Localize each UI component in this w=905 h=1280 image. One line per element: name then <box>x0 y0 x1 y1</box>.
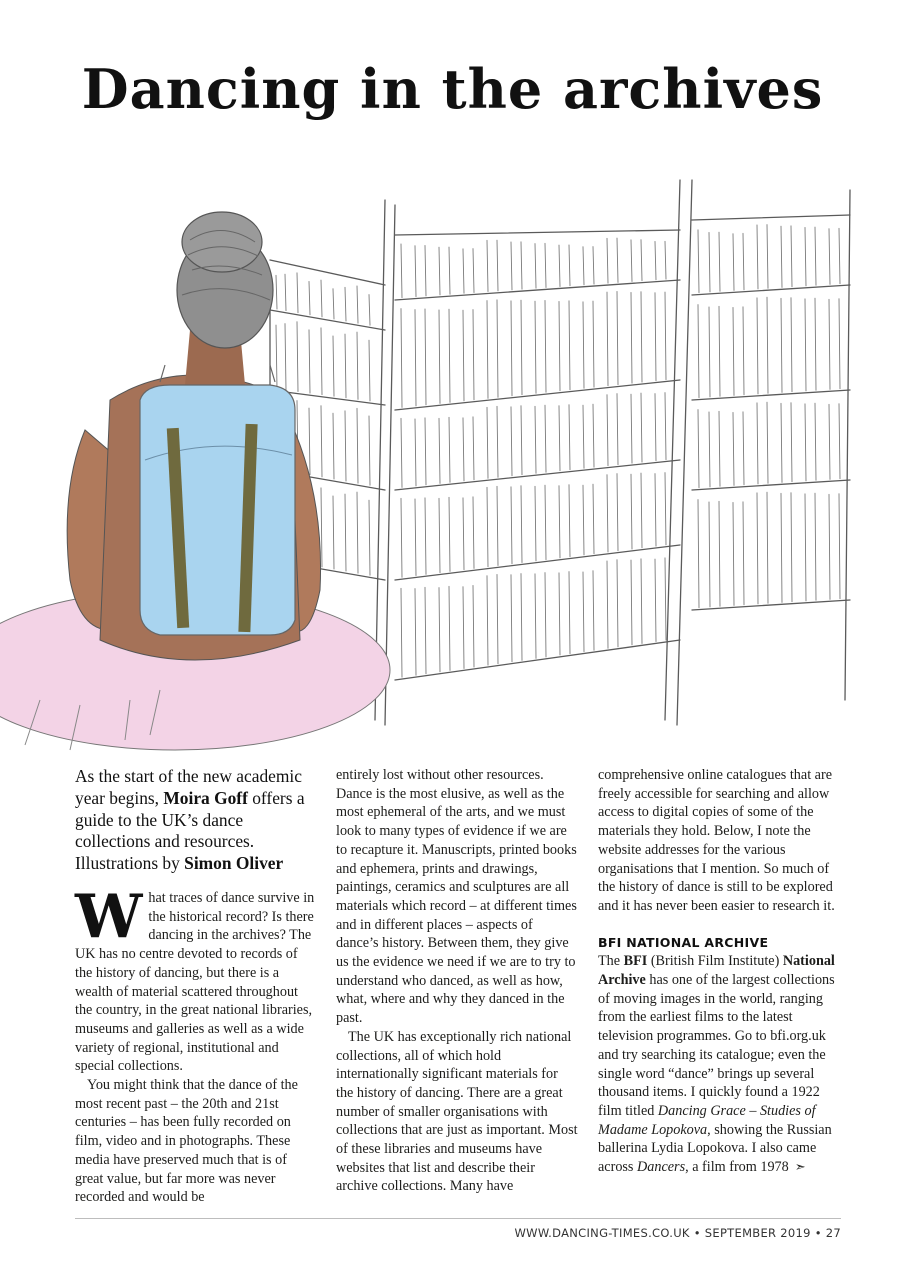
shelf-line <box>665 292 666 380</box>
shelf-line <box>839 404 840 479</box>
shelf-line <box>593 404 594 467</box>
shelf-line <box>415 246 416 297</box>
shelf-line <box>497 406 498 477</box>
shelf-line <box>815 227 816 285</box>
footer-separator: • <box>810 1226 826 1240</box>
hair-bun <box>182 212 262 272</box>
shelf-line <box>385 205 395 725</box>
film-title-1: Dancing Grace – Studies of Madame Lopokova <box>598 1102 816 1138</box>
shelf-line <box>321 406 322 477</box>
standfirst-lead: As the start of the new academic year begins, <box>75 766 302 808</box>
shelf-line <box>692 285 850 295</box>
shelf-line <box>285 324 286 390</box>
shelf-line <box>583 572 584 652</box>
shelf-line <box>463 498 464 570</box>
paragraph-1-text: hat traces of dance survive in the historical record? Is there dancing in the archives? The UK has no centre devoted to records of the history of dancing, but there is a wealth of material scattered throughout the country, in the great national libraries, museums and galleries as well as a wide variety of regional, institutional and special collections. <box>75 889 315 1075</box>
shelf-line <box>395 380 680 410</box>
shelf-line <box>401 498 402 577</box>
shelf-line <box>607 238 608 283</box>
paragraph-6 <box>598 952 840 1177</box>
shelf-line <box>369 340 370 401</box>
shelf-line <box>698 305 699 398</box>
shelf-line <box>345 334 346 398</box>
shelf-line <box>743 307 744 395</box>
shelf-line <box>631 560 632 645</box>
shelf-line <box>791 403 792 482</box>
shelf-line <box>665 393 666 460</box>
shelf-line <box>607 395 608 466</box>
column-2 <box>336 766 578 1196</box>
shelf-line <box>559 406 560 471</box>
paragraph-5: comprehensive online catalogues that are freely accessible for searching and allow access to digital copies of some of the materials they hold. Below, I note the website addresses for the various organisations that I mention. So much of the history of dance is still to be explored and it has never been easier to research it. <box>598 767 835 914</box>
shelf-line <box>285 274 286 310</box>
shelf-line <box>425 309 426 405</box>
shelf-line <box>665 558 666 640</box>
shelf-line <box>617 291 618 384</box>
shelf-line <box>593 301 594 387</box>
standfirst-mid: offers a guide to the UK’s dance collections and resources. Illustrations by <box>75 787 305 874</box>
shelf-line <box>425 587 426 673</box>
shelf-line <box>709 502 710 607</box>
shelf-line <box>757 298 758 394</box>
shelf-line <box>449 247 450 294</box>
shelf-line <box>487 240 488 291</box>
shelf-line <box>655 394 656 461</box>
shelf-line <box>641 240 642 281</box>
column-1 <box>75 766 317 1207</box>
shelf-line <box>321 488 322 567</box>
shelf-line <box>593 247 594 285</box>
shelf-line <box>535 486 536 561</box>
shelf-line <box>665 241 666 279</box>
shelf-line <box>829 494 830 599</box>
shelf-line <box>829 404 830 479</box>
page-footer <box>514 1226 841 1240</box>
shelf-line <box>276 325 277 389</box>
shelf-line <box>545 573 546 657</box>
shelf-line <box>733 412 734 485</box>
footer-site: WWW.DANCING-TIMES.CO.UK <box>514 1226 690 1240</box>
shelf-line <box>665 473 666 545</box>
shelf-line <box>617 560 618 647</box>
p6-text-a: The <box>598 953 624 970</box>
shelf-line <box>439 498 440 572</box>
shelf-line <box>743 412 744 485</box>
shelf-line <box>297 273 298 313</box>
shelf-line <box>709 232 710 291</box>
footer-issue: SEPTEMBER 2019 <box>704 1226 811 1240</box>
shelf-line <box>815 298 816 390</box>
shelf-line <box>791 226 792 287</box>
shelf-line <box>757 403 758 484</box>
shelf-line <box>521 486 522 563</box>
shelf-line <box>321 280 322 317</box>
shelf-line <box>321 328 322 395</box>
shelf-line <box>395 230 680 235</box>
standfirst <box>75 766 317 875</box>
shelf-line <box>655 293 656 381</box>
shelf-line <box>815 403 816 480</box>
shelf-line <box>535 244 536 289</box>
shelf-line <box>439 418 440 483</box>
shelf-line <box>791 493 792 602</box>
p6-text-d: , showing the Russian ballerina Lydia Lopokova. I also came across <box>598 1121 832 1176</box>
shelf-line <box>631 394 632 463</box>
shelf-line <box>511 487 512 564</box>
shelf-line <box>511 242 512 290</box>
shelf-line <box>719 232 720 291</box>
shelf-line <box>357 408 358 483</box>
shelf-line <box>569 301 570 390</box>
bfi-bold: BFI <box>623 953 648 970</box>
shelf-line <box>698 500 699 608</box>
shelf-line <box>607 292 608 386</box>
shelf-line <box>309 408 310 475</box>
shelf-line <box>449 309 450 402</box>
shelf-line <box>617 474 618 551</box>
footer-rule <box>75 1218 841 1219</box>
shelf-line <box>839 494 840 599</box>
shelf-line <box>535 301 536 393</box>
shelf-line <box>487 576 488 665</box>
shelf-line <box>425 418 426 485</box>
paragraph-3: entirely lost without other resources. Dance is the most elusive, as well as the most ephemeral of the arts, and we must look to many types of evidence if we are to recapture it. Manuscripts, printed books and ephemera, prints and drawings, paintings, ceramics and sculptures are all materials which record – at different times and in different places – aspects of dance’s history. Between them, they give us the evidence we need if we are to try to understand who danced, as well as how, what, where and why they danced in the past. <box>336 767 577 1027</box>
shelf-line <box>655 474 656 546</box>
shelf-line <box>607 561 608 648</box>
illustrator-name: Simon Oliver <box>184 853 284 874</box>
shelf-line <box>439 247 440 295</box>
shelf-line <box>369 416 370 485</box>
shelf-line <box>439 310 440 403</box>
shelf-line <box>357 332 358 399</box>
shelf-line <box>805 299 806 391</box>
shelf-line <box>401 244 402 298</box>
shelf-line <box>767 225 768 289</box>
shelf-line <box>401 588 402 677</box>
shelf-line <box>757 225 758 289</box>
shelf-line <box>583 405 584 468</box>
shelf-line <box>425 498 426 574</box>
shelf-line <box>719 411 720 486</box>
shelf-line <box>839 228 840 283</box>
author-name: Moira Goff <box>163 787 248 808</box>
shelf-line <box>345 494 346 571</box>
shelf-line <box>439 588 440 672</box>
shelf-line <box>497 300 498 397</box>
shelf-line <box>535 574 536 659</box>
film-title-2: Dancers <box>637 1159 686 1176</box>
shelf-line <box>545 243 546 287</box>
shelf-line <box>709 412 710 487</box>
shelf-line <box>593 571 594 651</box>
shelf-line <box>655 241 656 279</box>
shelf-line <box>497 486 498 565</box>
shelf-line <box>559 245 560 286</box>
shelf-line <box>815 493 816 600</box>
shelf-line <box>333 336 334 396</box>
shelf-line <box>309 330 310 393</box>
shelf-line <box>641 559 642 644</box>
shelf-line <box>395 280 680 300</box>
shelf-line <box>781 403 782 482</box>
shelf-line <box>449 497 450 571</box>
page-number: 27 <box>825 1226 841 1240</box>
shelf-line <box>839 299 840 389</box>
shelf-line <box>583 485 584 555</box>
shelf-line <box>641 292 642 382</box>
section-heading: BFI NATIONAL ARCHIVE <box>598 934 769 950</box>
paragraph-4: The UK has exceptionally rich national collections, all of which hold internationally significant materials for the history of dancing. There are a great number of smaller organisations with collections that are just as important. Most of these libraries and museums have websites that list and describe their archive collections. Many have <box>336 1028 578 1195</box>
shelf-line <box>709 307 710 397</box>
shelf-line <box>631 474 632 549</box>
shelf-line <box>767 492 768 603</box>
shelf-line <box>535 406 536 473</box>
shelf-line <box>791 298 792 392</box>
shelf-line <box>497 240 498 291</box>
shelf-line <box>655 559 656 641</box>
shelf-line <box>511 575 512 662</box>
shelf-line <box>692 390 850 400</box>
shelf-line <box>719 501 720 606</box>
shelf-line <box>270 310 385 330</box>
shelf-line <box>692 600 850 610</box>
shelf-line <box>463 418 464 481</box>
p6-text-c: has one of the largest collections of moving images in the world, ranging from the earliest films to the latest television programmes. Go to bfi.org.uk and try searching its catalogue; even the single word “dance” brings up several thousand items. I quickly found a 1922 film titled <box>598 972 835 1119</box>
shelf-line <box>449 586 450 670</box>
shelf-line <box>395 460 680 490</box>
shelf-line <box>698 410 699 488</box>
backpack <box>140 385 295 635</box>
shelf-line <box>559 301 560 390</box>
shelf-line <box>473 249 474 293</box>
shelf-line <box>719 306 720 396</box>
shelf-line <box>521 406 522 475</box>
paragraph-2: You might think that the dance of the most recent past – the 20th and 21st centuries – has been fully recorded on film, video and in photographs. These media have preserved much that is of great value, but far more was never recorded and would be <box>75 1077 298 1206</box>
shelf-line <box>511 301 512 396</box>
shelf-line <box>641 473 642 548</box>
shelf-line <box>845 190 850 700</box>
shelf-line <box>617 238 618 282</box>
shelf-line <box>583 247 584 285</box>
shelf-line <box>345 411 346 481</box>
shelf-line <box>511 407 512 476</box>
shelf-line <box>545 405 546 472</box>
shelf-line <box>767 402 768 483</box>
shelf-line <box>463 310 464 401</box>
shelf-line <box>781 493 782 602</box>
shelf-line <box>401 418 402 487</box>
shelf-line <box>425 245 426 295</box>
shelf-line <box>545 300 546 392</box>
shelf-line <box>449 417 450 482</box>
continue-arrow-icon: ➣ <box>794 1160 806 1176</box>
shelf-line <box>805 404 806 481</box>
shelf-line <box>569 245 570 286</box>
shelf-line <box>743 502 744 605</box>
shelf-line <box>521 242 522 289</box>
shelf-line <box>583 302 584 388</box>
shelf-line <box>276 275 277 309</box>
shelf-line <box>559 573 560 655</box>
shelf-line <box>641 393 642 462</box>
shelf-line <box>743 233 744 289</box>
shelf-line <box>395 640 680 680</box>
shelf-line <box>665 180 680 720</box>
shelf-line <box>733 307 734 395</box>
footer-separator: • <box>689 1226 705 1240</box>
shelf-line <box>369 500 370 575</box>
column-3 <box>598 766 840 1178</box>
p6-text-e: , a film from 1978 <box>685 1159 789 1176</box>
shelf-line <box>333 496 334 569</box>
shelf-line <box>593 484 594 554</box>
shelf-line <box>559 486 560 558</box>
shelf-line <box>415 589 416 676</box>
shelf-line <box>757 493 758 604</box>
shelf-line <box>829 299 830 389</box>
shelf-line <box>487 407 488 478</box>
shelf-line <box>369 295 370 326</box>
shelf-line <box>631 240 632 282</box>
shelf-line <box>767 297 768 393</box>
shelf-line <box>733 502 734 605</box>
shelf-line <box>357 286 358 323</box>
shelf-line <box>415 499 416 576</box>
shelf-line <box>607 475 608 552</box>
article-title: Dancing in the archives <box>81 57 824 121</box>
shelf-line <box>569 572 570 654</box>
shelf-line <box>733 234 734 291</box>
shelf-line <box>569 405 570 470</box>
shelf-line <box>521 300 522 395</box>
shelf-line <box>617 394 618 465</box>
shelf-line <box>487 301 488 399</box>
shelf-line <box>473 417 474 480</box>
shelf-line <box>270 260 385 285</box>
paragraph-1 <box>75 881 317 1076</box>
shelf-line <box>521 574 522 661</box>
shelf-line <box>487 487 488 566</box>
library-illustration <box>0 160 905 760</box>
drop-cap: W <box>75 881 143 952</box>
shelf-line <box>357 492 358 573</box>
shelf-line <box>297 322 298 392</box>
shelf-line <box>401 309 402 408</box>
national-archive-bold: National Archive <box>598 953 835 989</box>
shelf-line <box>333 289 334 319</box>
p6-text-b: (British Film Institute) <box>647 953 783 970</box>
shelf-line <box>415 310 416 406</box>
shelf-line <box>333 413 334 479</box>
shelf-line <box>692 215 850 220</box>
shelf-line <box>473 585 474 667</box>
shelf-line <box>569 485 570 557</box>
shelf-line <box>829 229 830 285</box>
shelf-line <box>631 292 632 383</box>
shelf-line <box>415 419 416 486</box>
shelf-line <box>781 298 782 392</box>
shelf-line <box>805 494 806 601</box>
shelf-line <box>692 480 850 490</box>
shelf-line <box>463 587 464 669</box>
shelf-line <box>805 227 806 285</box>
shelf-line <box>473 310 474 400</box>
shelf-line <box>545 485 546 559</box>
shelf-line <box>677 180 692 725</box>
shelf-line <box>781 226 782 287</box>
shelf-line <box>395 545 680 580</box>
shelf-line <box>463 249 464 293</box>
shelf-line <box>345 287 346 321</box>
shelf-line <box>309 281 310 314</box>
shelf-line <box>473 497 474 569</box>
shelf-line <box>698 230 699 293</box>
shelf-line <box>497 574 498 663</box>
